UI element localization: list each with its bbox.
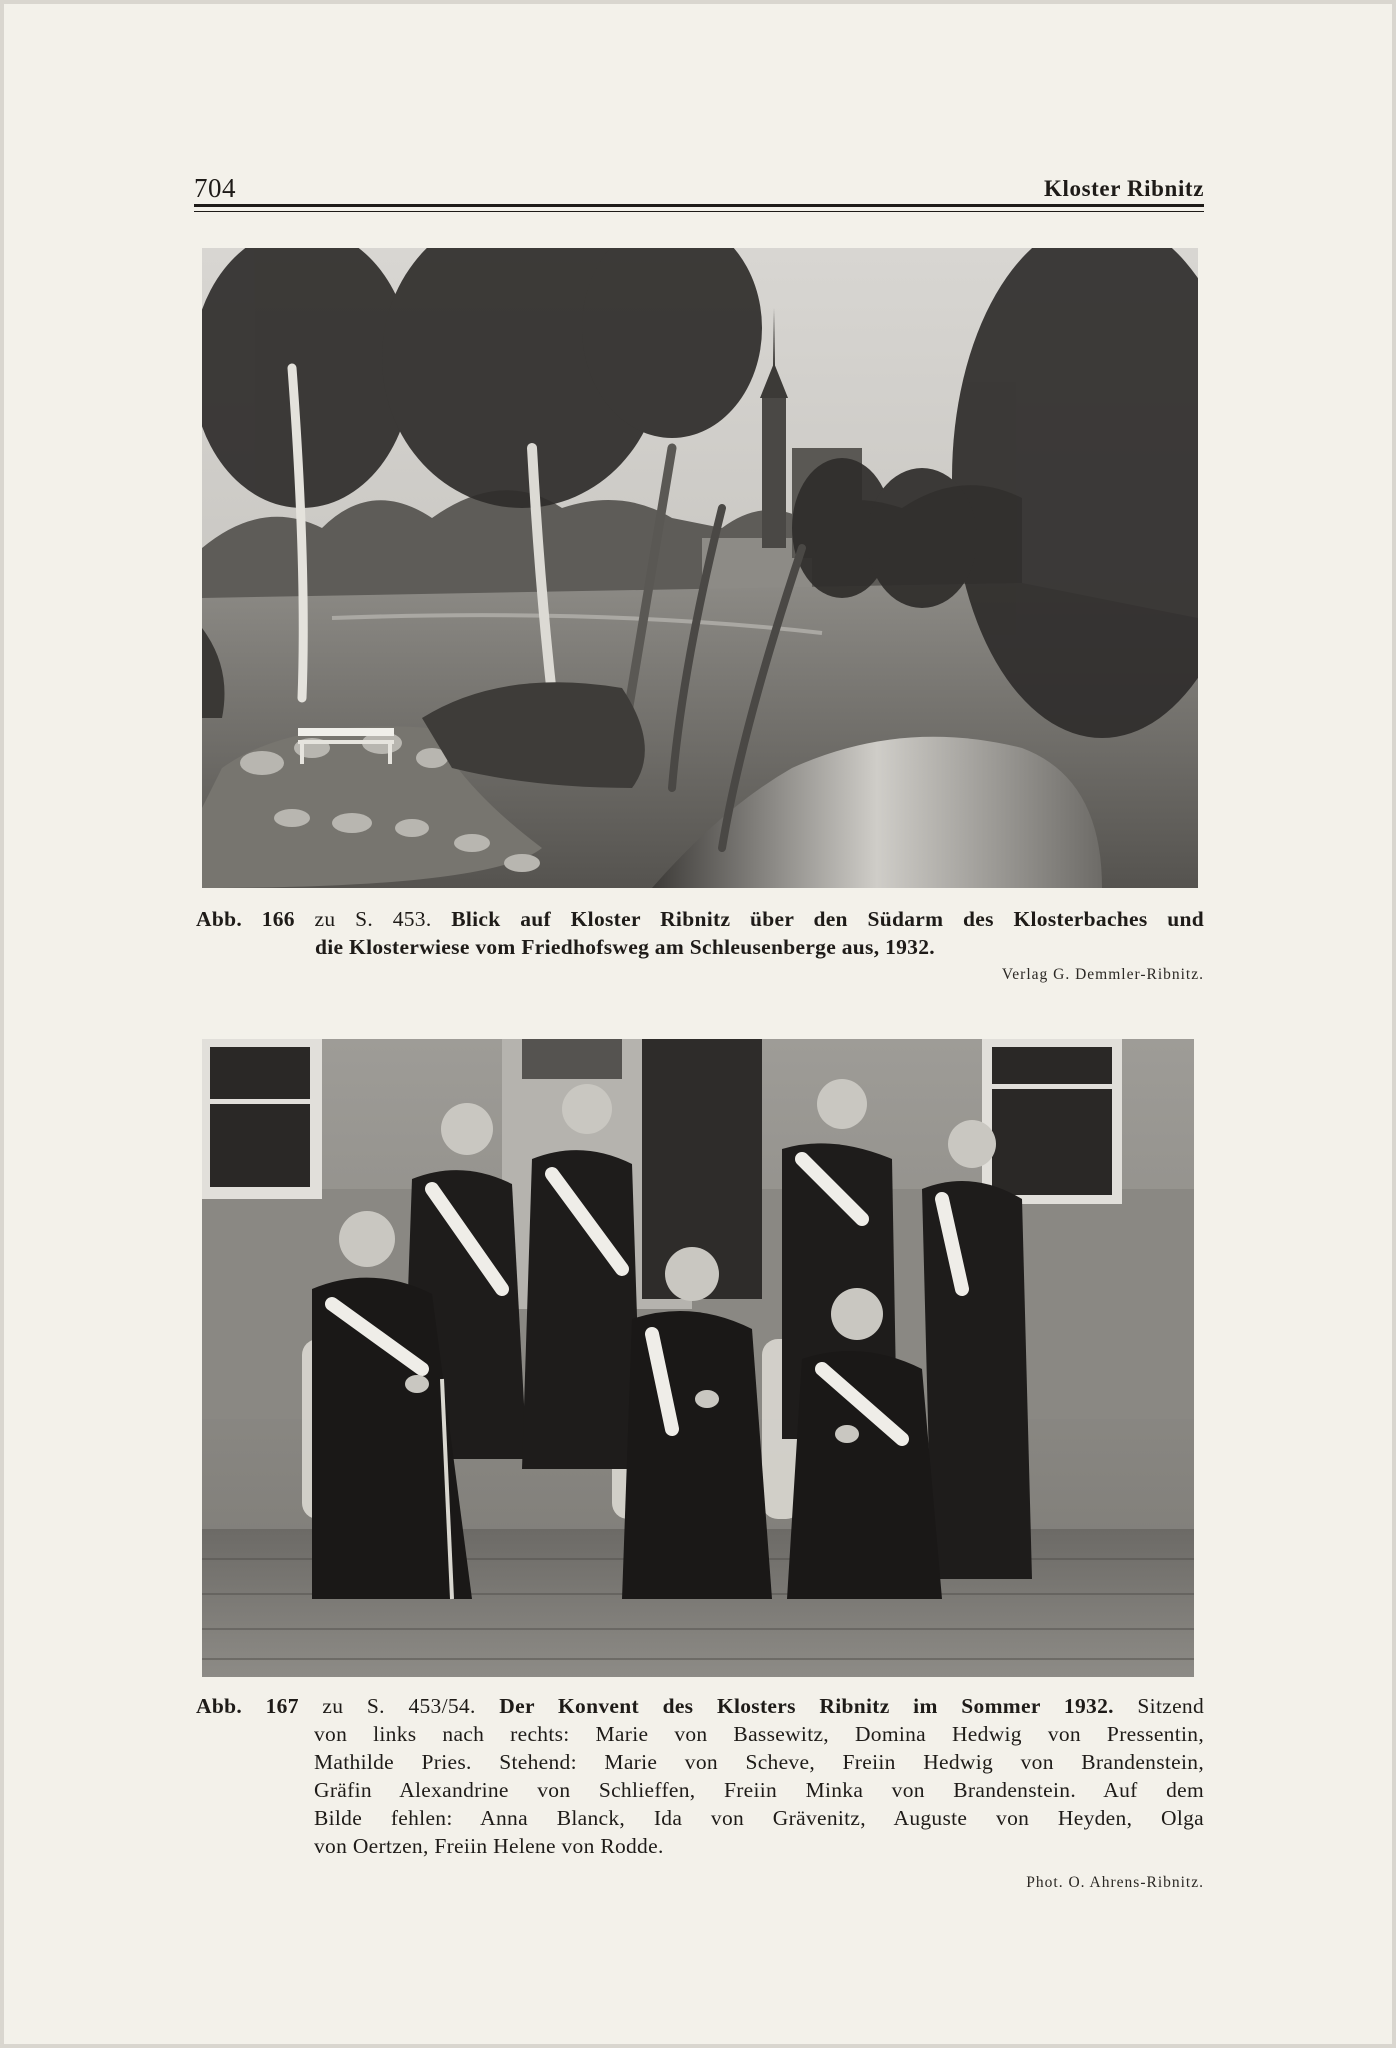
group-portrait-photo: [202, 1039, 1194, 1677]
header-rule-thick: [194, 204, 1204, 207]
running-title: Kloster Ribnitz: [1044, 176, 1204, 201]
caption-167-line-5: Bilde fehlen: Anna Blanck, Ida von Grävenitz, Auguste von Heyden, Olga: [314, 1806, 1204, 1830]
caption-167-line-1: [196, 1692, 1204, 1720]
figure-label: Abb. 166: [196, 907, 295, 931]
running-header: [194, 170, 1204, 206]
caption-167-line-4: Gräfin Alexandrine von Schlieffen, Freiin Minka von Brandenstein. Auf dem: [314, 1778, 1204, 1802]
caption-167-line-3: Mathilde Pries. Stehend: Marie von Scheve, Freiin Hedwig von Brandenstein,: [314, 1750, 1204, 1774]
photo-credit-167: Phot. O. Ahrens-Ribnitz.: [1026, 1874, 1204, 1891]
caption-figure-166: [196, 905, 1204, 961]
caption-167-title: Der Konvent des Klosters Ribnitz im Sommer 1932.: [499, 1694, 1114, 1718]
landscape-photo: [202, 248, 1198, 888]
figure-label: Abb. 167: [196, 1694, 299, 1718]
page-reference: zu S. 453.: [314, 907, 432, 931]
page-reference: zu S. 453/54.: [322, 1694, 476, 1718]
caption-166-title-part-2: die Klosterwiese vom Friedhofsweg am Schleusenberge aus, 1932.: [315, 935, 935, 959]
caption-figure-167: [196, 1692, 1204, 1860]
page-number: 704: [194, 173, 236, 203]
caption-166-line-1: [196, 905, 1204, 933]
caption-167-line-6: von Oertzen, Freiin Helene von Rodde.: [314, 1834, 664, 1858]
caption-167-line-1-rest: Sitzend: [1137, 1694, 1205, 1718]
photo-credit-166: Verlag G. Demmler-Ribnitz.: [1001, 966, 1204, 983]
header-rule-thin: [194, 211, 1204, 212]
caption-166-title-part-1: Blick auf Kloster Ribnitz über den Südarm des Klosterbaches und: [451, 907, 1205, 931]
caption-167-line-2: von links nach rechts: Marie von Bassewitz, Domina Hedwig von Pressentin,: [314, 1722, 1204, 1746]
